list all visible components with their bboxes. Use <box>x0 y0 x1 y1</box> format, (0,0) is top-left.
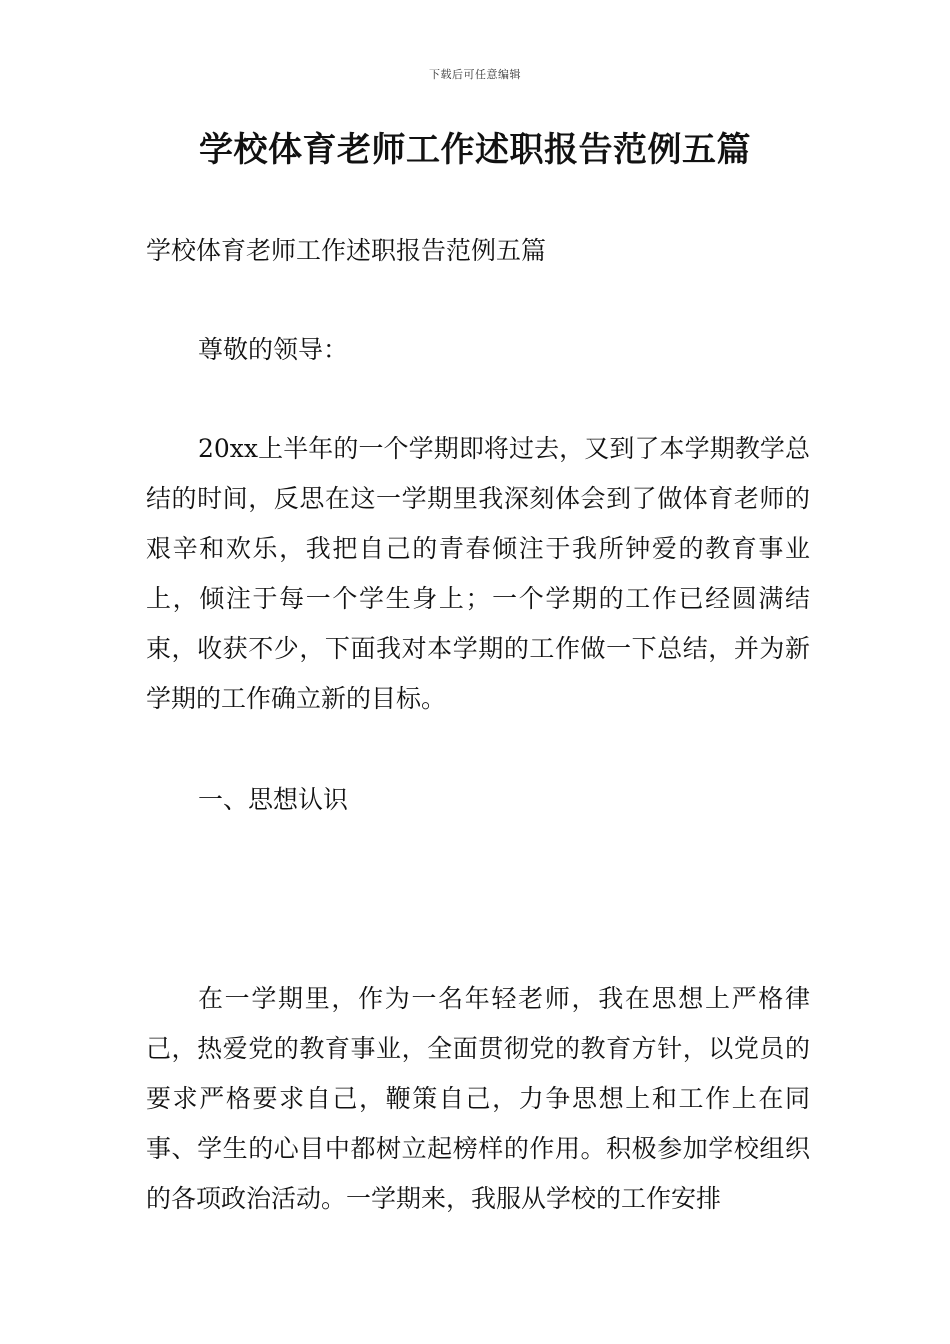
header-note: 下载后可任意编辑 <box>429 68 521 81</box>
document-subtitle: 学校体育老师工作述职报告范例五篇 <box>146 236 547 265</box>
section-heading-1: 一、思想认识 <box>198 785 349 814</box>
paragraph-1: 20xx上半年的一个学期即将过去，又到了本学期教学总结的时间，反思在这一学期里我深刻体会到了做体育老师的艰辛和欢乐，我把自己的青春倾注于我所钟爱的教育事业上，倾注于每一个学生身上；一个学期的工作已经圆满结束，收获不少，下面我对本学期的工作做一下总结，并为新学期的工作确立新的目标。 <box>146 434 810 713</box>
paragraph-2: 在一学期里，作为一名年轻老师，我在思想上严格律己，热爱党的教育事业，全面贯彻党的教育方针，以党员的要求严格要求自己，鞭策自己，力争思想上和工作上在同事、学生的心目中都树立起榜样的作用。积极参加学校组织的各项政治活动。一学期来，我服从学校的工作安排 <box>146 984 810 1213</box>
salutation: 尊敬的领导： <box>198 335 349 364</box>
document-title: 学校体育老师工作述职报告范例五篇 <box>199 130 751 170</box>
